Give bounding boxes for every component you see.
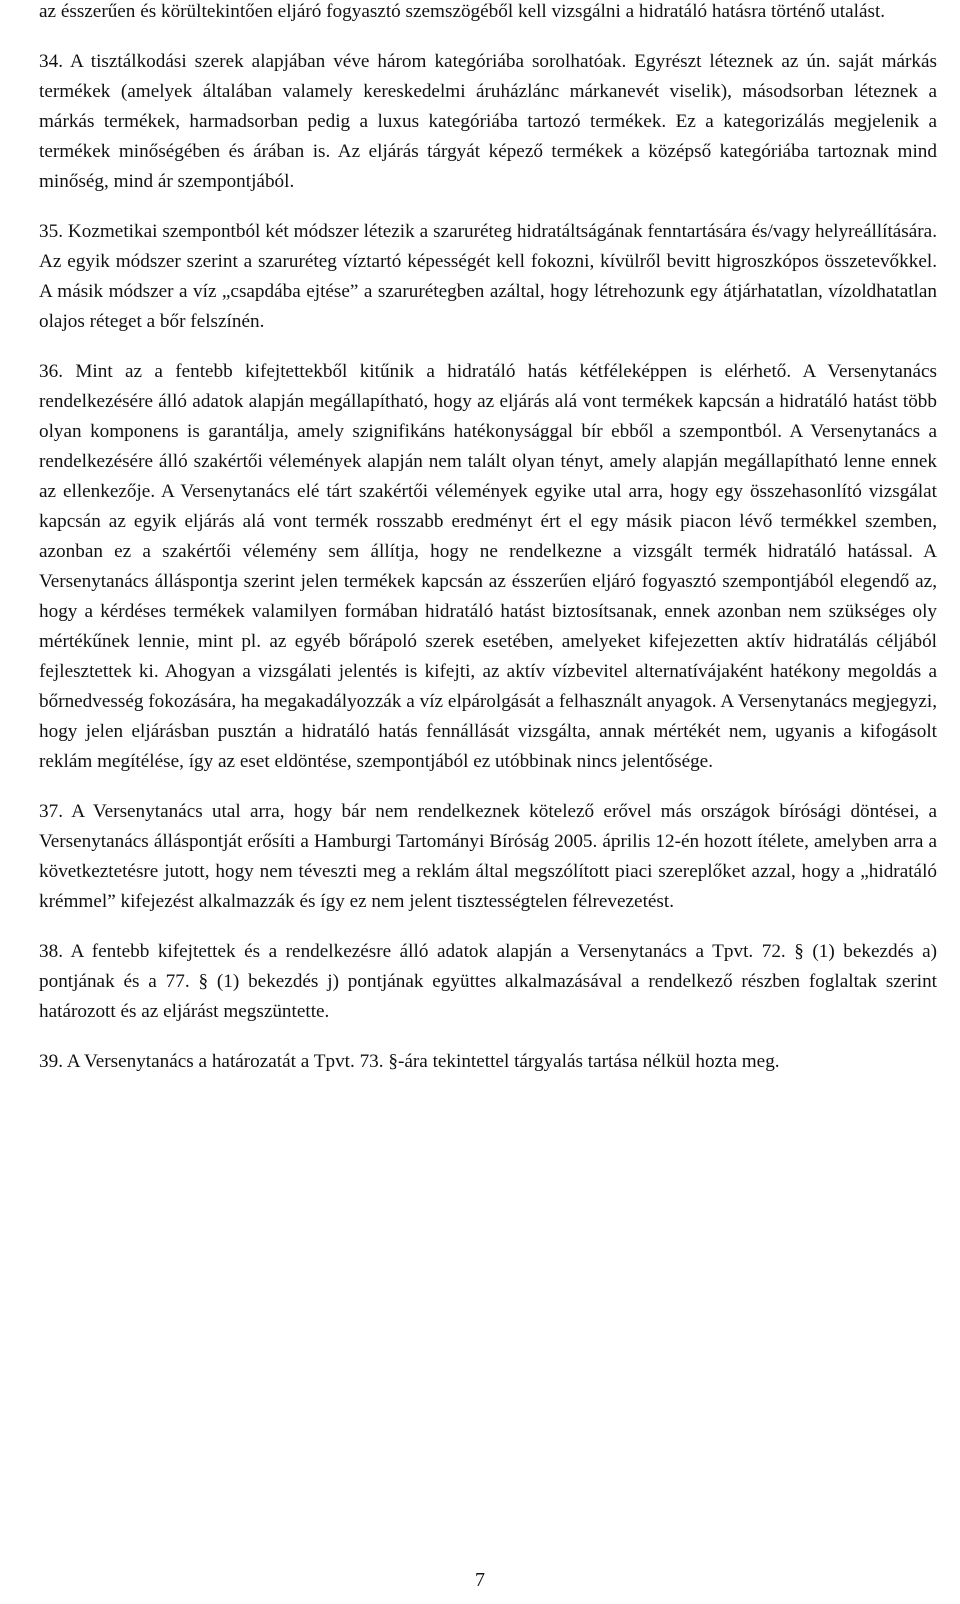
paragraph-38 bbox=[39, 937, 937, 1027]
paragraph-37 bbox=[39, 797, 937, 917]
paragraph-35 bbox=[39, 217, 937, 337]
paragraph-39 bbox=[39, 1047, 937, 1077]
paragraph-number: 39. bbox=[39, 1051, 63, 1072]
paragraph-text: Mint az a fentebb kifejtettekből kitűnik a hidratáló hatás kétféleképpen is elérhető. A Versenytanács rendelkezésére álló adatok alapján megállapítható, hogy az eljárás alá vont termékek kapcsán a hidratáló hatást több olyan komponens is garantálja, amely szignifikáns hatékonysággal bír ebből a szempontból. A Versenytanács a rendelkezésére álló szakértői vélemények alapján nem talált olyan tényt, amely alapján megállapítható lenne ennek az ellenkezője. A Versenytanács elé tárt szakértői vélemények egyike utal arra, hogy egy összehasonlító vizsgálat kapcsán az egyik eljárás alá vont termék rosszabb eredményt ért el egy másik piacon lévő termékkel szemben, azonban ez a szakértői vélemény sem állítja, hogy ne rendelkezne a vizsgált termék hidratáló hatással. A Versenytanács álláspontja szerint jelen termékek kapcsán az ésszerűen eljáró fogyasztó szempontjából elegendő az, hogy a kérdéses termékek valamilyen formában hidratáló hatást biztosítsanak, ennek azonban nem szükséges oly mértékűnek lennie, mint pl. az egyéb bőrápoló szerek esetében, amelyeket kifejezetten aktív hidratálás céljából fejlesztettek ki. Ahogyan a vizsgálati jelentés is kifejti, az aktív vízbevitel alternatívájaként hatékony megoldás a bőrnedvesség fokozására, ha megakadályozzák a víz elpárolgását a felhasznált anyagok. A Versenytanács megjegyzi, hogy jelen eljárásban pusztán a hidratáló hatás fennállását vizsgálta, annak mértékét nem, ugyanis a kifogásolt reklám megítélése, így az eset eldöntése, szempontjából ez utóbbinak nincs jelentősége. bbox=[39, 361, 938, 772]
document-body bbox=[39, 0, 937, 1097]
paragraph-text: az ésszerűen és körültekintően eljáró fogyasztó szemszögéből kell vizsgálni a hidratáló hatásra történő utalást. bbox=[39, 1, 886, 22]
paragraph-text: Kozmetikai szempontból két módszer létezik a szaruréteg hidratáltságának fenntartására és/vagy helyreállítására. Az egyik módszer szerint a szaruréteg víztartó képességét kell fokozni, kívülről bevitt higroszkópos összetevőkkel. A másik módszer a víz „csapdába ejtése” a szarurétegben azáltal, hogy létrehozunk egy átjárhatatlan, vízoldhatatlan olajos réteget a bőr felszínén. bbox=[39, 221, 937, 332]
paragraph-number: 36. bbox=[39, 361, 63, 382]
paragraph-text: A Versenytanács a határozatát a Tpvt. 73. §-ára tekintettel tárgyalás tartása nélkül hozta meg. bbox=[66, 1051, 780, 1072]
paragraph-text: A fentebb kifejtettek és a rendelkezésre álló adatok alapján a Versenytanács a Tpvt. 72. § (1) bekezdés a) pontjának és a 77. § (1) bekezdés j) pontjának együttes alkalmazásával a rendelkező részben foglaltak szerint határozott és az eljárást megszüntette. bbox=[39, 941, 937, 1022]
paragraph-text: A tisztálkodási szerek alapjában véve három kategóriába sorolhatóak. Egyrészt léteznek az ún. saját márkás termékek (amelyek általában valamely kereskedelmi áruházlánc márkanevét viselik), másodsorban léteznek a márkás termékek, harmadsorban pedig a luxus kategóriába tartozó termékek. Ez a kategorizálás megjelenik a termékek minőségében és árában is. Az eljárás tárgyát képező termékek a középső kategóriába tartoznak mind minőség, mind ár szempontjából. bbox=[39, 51, 937, 192]
paragraph-number: 34. bbox=[39, 51, 63, 72]
paragraph-number: 35. bbox=[39, 221, 63, 242]
paragraph-continuation bbox=[39, 0, 937, 27]
paragraph-36 bbox=[39, 357, 937, 777]
paragraph-number: 38. bbox=[39, 941, 63, 962]
paragraph-34 bbox=[39, 47, 937, 197]
paragraph-text: A Versenytanács utal arra, hogy bár nem rendelkeznek kötelező erővel más országok bírósági döntései, a Versenytanács álláspontját erősíti a Hamburgi Tartományi Bíróság 2005. április 12-én hozott ítélete, amelyben arra a következtetésre jutott, hogy nem téveszti meg a reklám által megszólított piaci szereplőket azzal, hogy a „hidratáló krémmel” kifejezést alkalmazzák és így ez nem jelent tisztességtelen félrevezetést. bbox=[39, 801, 937, 912]
page-number: 7 bbox=[475, 1569, 485, 1591]
paragraph-number: 37. bbox=[39, 801, 63, 822]
